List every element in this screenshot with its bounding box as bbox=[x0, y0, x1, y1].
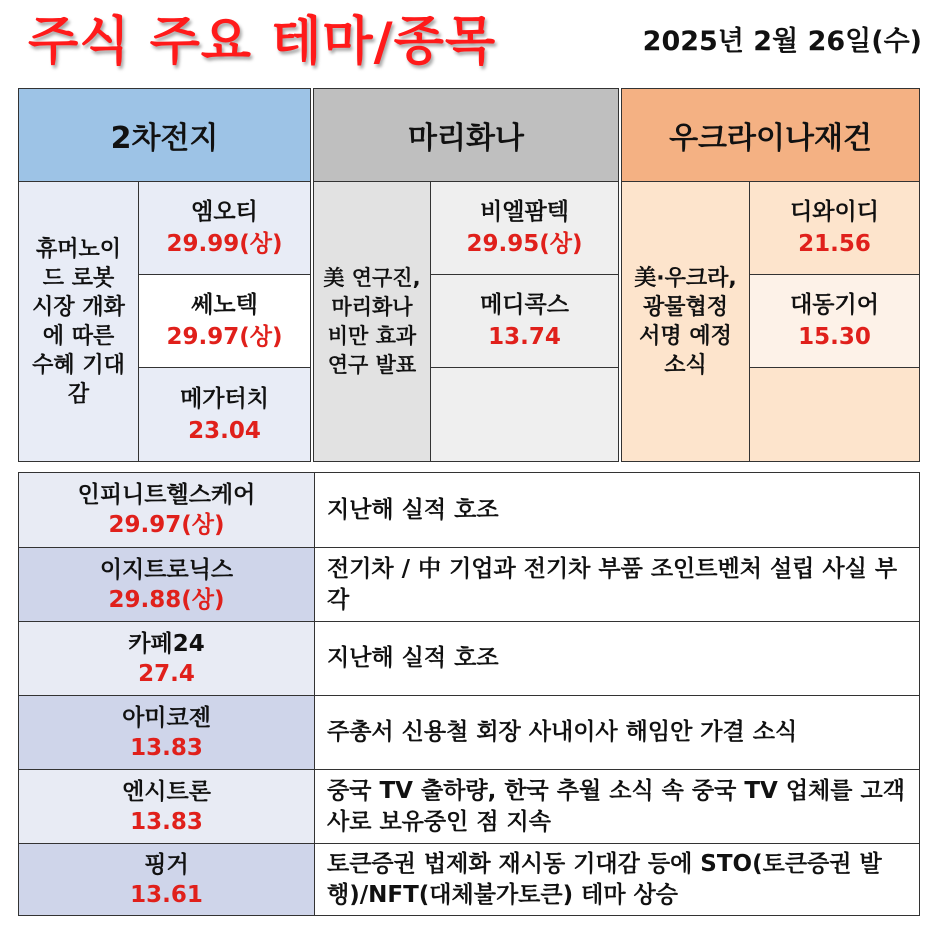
stock-reason: 중국 TV 출하량, 한국 추월 소식 속 중국 TV 업체를 고객사로 보유중인 점 지속 bbox=[327, 777, 905, 835]
stock-table bbox=[18, 472, 920, 916]
theme-header-marijuana: 마리화나 bbox=[314, 89, 618, 182]
stock-name-cell bbox=[19, 622, 315, 695]
stock-reason: 지난해 실적 호조 bbox=[327, 645, 499, 671]
report-date: 2025년 2월 26일(수) bbox=[642, 26, 922, 57]
table-row bbox=[19, 769, 919, 843]
stock-reason: 지난해 실적 호조 bbox=[327, 496, 499, 523]
table-row bbox=[19, 843, 919, 915]
stock-rate: 15.30 bbox=[798, 324, 871, 350]
table-row bbox=[19, 473, 919, 547]
stock-rate: 29.88(상) bbox=[108, 586, 225, 613]
stock-rate: 29.95(상) bbox=[466, 231, 583, 257]
stock-reason: 토큰증권 법제화 재시동 기대감 등에 STO(토큰증권 발행)/NFT(대체불가토큰) 테마 상승 bbox=[327, 850, 882, 908]
stock-reason: 주총서 신용철 회장 사내이사 해임안 가결 소식 bbox=[327, 719, 798, 745]
stock-cell bbox=[750, 275, 919, 367]
theme-box-battery bbox=[18, 88, 311, 462]
description-line: 광물협정 bbox=[642, 294, 728, 320]
theme-box-ukraine bbox=[621, 88, 920, 462]
stock-name: 인피니트헬스케어 bbox=[77, 482, 256, 508]
empty-stock-cell bbox=[750, 368, 919, 461]
stock-cell bbox=[139, 275, 310, 367]
stock-rate: 29.97(상) bbox=[108, 512, 225, 538]
stock-cell bbox=[431, 182, 618, 274]
theme-description-ukraine bbox=[622, 182, 749, 461]
description-line: 美 연구진, bbox=[323, 265, 421, 290]
stock-rate: 21.56 bbox=[798, 231, 871, 257]
stock-cell bbox=[139, 368, 310, 461]
theme-header-ukraine: 우크라이나재건 bbox=[622, 89, 919, 182]
stock-name: 엠오티 bbox=[191, 199, 258, 225]
theme-header-battery: 2차전지 bbox=[19, 89, 310, 182]
stock-name: 대동기어 bbox=[790, 292, 879, 318]
stock-name: 카페24 bbox=[128, 630, 205, 657]
stock-name-cell bbox=[19, 770, 315, 843]
stock-rate: 13.74 bbox=[488, 324, 561, 350]
stock-name: 핑거 bbox=[144, 851, 189, 878]
stock-name: 비엘팜텍 bbox=[480, 199, 569, 225]
table-row bbox=[19, 695, 919, 769]
description-line: 소식 bbox=[664, 352, 707, 378]
stock-rate: 13.61 bbox=[130, 881, 203, 908]
stock-rate: 13.83 bbox=[130, 734, 203, 761]
page-title: 주식 주요 테마/종목 bbox=[28, 12, 497, 72]
stock-rate: 27.4 bbox=[138, 660, 195, 687]
description-line: 연구 발표 bbox=[327, 352, 417, 377]
empty-stock-cell bbox=[431, 368, 618, 461]
description-line: 비만 효과 bbox=[327, 323, 417, 348]
stock-name-cell bbox=[19, 548, 315, 621]
stock-rate: 29.97(상) bbox=[166, 324, 283, 350]
stock-name: 디와이디 bbox=[790, 199, 879, 225]
stock-name: 메디콕스 bbox=[480, 292, 569, 318]
stock-rate: 13.83 bbox=[130, 808, 203, 835]
theme-box-marijuana bbox=[313, 88, 619, 462]
stock-name: 이지트로닉스 bbox=[99, 556, 234, 583]
theme-description-battery bbox=[19, 182, 138, 461]
description-line: 시장 개화 bbox=[32, 294, 125, 320]
stock-reason: 전기차 / 中 기업과 전기차 부품 조인트벤처 설립 사실 부각 bbox=[327, 555, 898, 613]
description-line: 감 bbox=[67, 381, 90, 407]
description-line: 수혜 기대 bbox=[32, 352, 125, 378]
stock-cell bbox=[750, 182, 919, 274]
stock-name: 쎄노텍 bbox=[191, 292, 258, 318]
stock-rate: 29.99(상) bbox=[166, 231, 283, 257]
stock-cell bbox=[431, 275, 618, 367]
table-row bbox=[19, 547, 919, 621]
description-line: 서명 예정 bbox=[639, 323, 732, 349]
description-line: 美·우크라, bbox=[634, 265, 737, 291]
stock-name: 엔시트론 bbox=[122, 778, 211, 805]
stock-name-cell bbox=[19, 696, 315, 769]
description-line: 드 로봇 bbox=[42, 265, 115, 291]
stock-rate: 23.04 bbox=[188, 417, 261, 444]
theme-description-marijuana bbox=[314, 182, 430, 461]
table-row bbox=[19, 621, 919, 695]
stock-name: 메가터치 bbox=[180, 385, 269, 412]
description-line: 휴머노이 bbox=[35, 236, 121, 262]
stock-name: 아미코젠 bbox=[122, 704, 211, 731]
stock-cell bbox=[139, 182, 310, 274]
stock-name-cell bbox=[19, 844, 315, 915]
stock-name-cell bbox=[19, 473, 315, 547]
description-line: 에 따른 bbox=[42, 323, 115, 349]
description-line: 마리화나 bbox=[331, 294, 413, 319]
